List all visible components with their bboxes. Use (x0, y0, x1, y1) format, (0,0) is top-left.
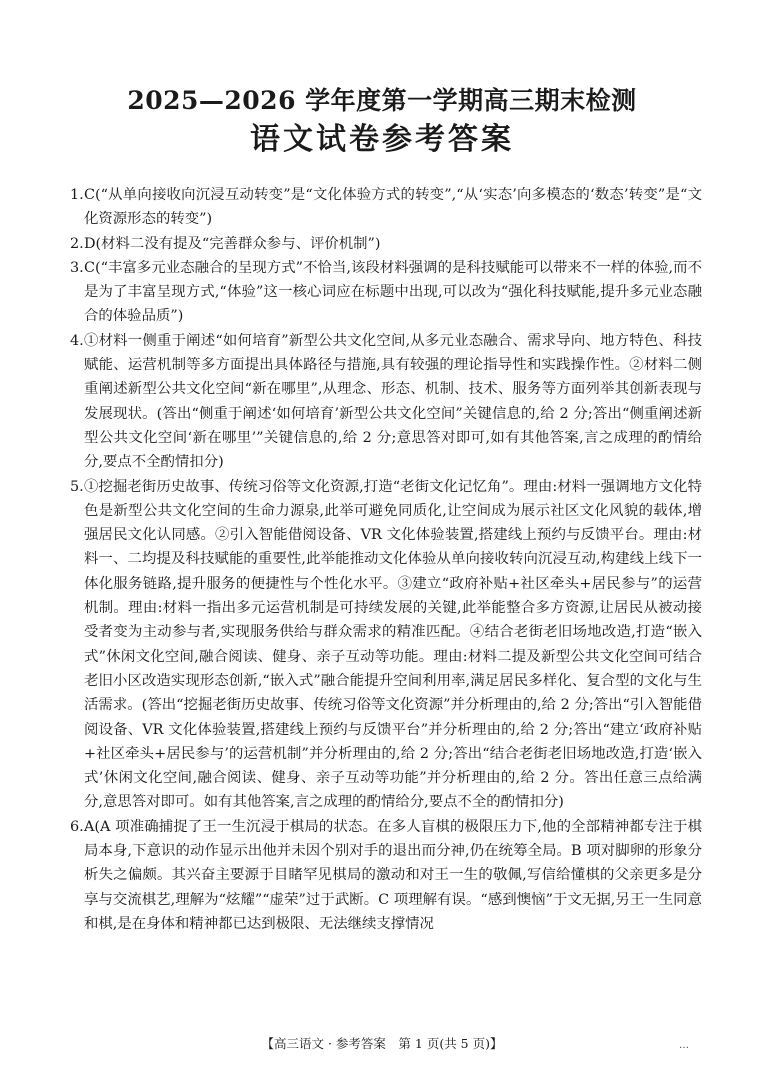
answer-text: A(A 项准确捕捉了王一生沉浸于棋局的状态。在多人盲棋的极限压力下,他的全部精神都专注于棋局本身,下意识的动作显示出他并未因个别对手的退出而分神,仍在统筹全局。B 项对脚卵的形象分析失之偏颇。其兴奋主要源于目睹罕见棋局的激动和对王一生的敬佩,写信给懂棋的父亲更多是分享与交流棋艺,理解为“炫耀”“虚荣”过于武断。C 项理解有误。“感到懊恼”于文无据,另王一生同意和棋,是在身体和精神都已达到极限、无法继续支撑情况 (84, 818, 702, 932)
answer-number: 6. (70, 818, 84, 835)
answer-text: ①挖掘老街历史故事、传统习俗等文化资源,打造“老街文化记忆角”。理由:材料一强调地方文化特色是新型公共文化空间的生命力源泉,此举可避免同质化,让空间成为展示社区文化风貌的载体,增强居民文化认同感。②引入智能借阅设备、VR 文化体验装置,搭建线上预约与反馈平台。理由:材料一、二均提及科技赋能的重要性,此举能推动文化体验从单向接收转向沉浸互动,构建线上线下一体化服务链路,提升服务的便捷性与个性化水平。③建立“政府补贴+社区牵头+居民参与”的运营机制。理由:材料一指出多元运营机制是可持续发展的关键,此举能整合多方资源,让居民从被动接受者变为主动参与者,实现服务供给与群众需求的精准匹配。④结合老街老旧场地改造,打造“嵌入式”休闲文化空间,融合阅读、健身、亲子互动等功能。理由:材料二提及新型公共文化空间可结合老旧小区改造实现形态创新,“嵌入式”融合能提升空间利用率,满足居民多样化、复合型的文化与生活需求。(答出“挖掘老街历史故事、传统习俗等文化资源”并分析理由的,给 2 分;答出“引入智能借阅设备、VR 文化体验装置,搭建线上预约与反馈平台”并分析理由的,给 2 分;答出“建立‘政府补贴+社区牵头+居民参与’的运营机制”并分析理由的,给 2 分;答出“结合老街老旧场地改造,打造‘嵌入式’休闲文化空间,融合阅读、健身、亲子互动等功能”并分析理由的,给 2 分。答出任意三点给满分,意思答对即可。如有其他答案,言之成理的酌情给分,要点不全的酌情扣分) (84, 478, 702, 811)
answer-text: C(“丰富多元业态融合的呈现方式”不恰当,该段材料强调的是科技赋能可以带来不一样的体验,而不是为了丰富呈现方式,“体验”这一核心词应在标题中出现,可以改为“强化科技赋能,提升多元业态融合的体验品质”) (84, 259, 702, 325)
answer-list (70, 183, 702, 936)
answer-item-3 (70, 256, 702, 329)
answer-number: 2. (70, 235, 84, 252)
answer-text: D(材料二没有提及“完善群众参与、评价机制”) (84, 235, 381, 252)
answer-item-5 (70, 475, 702, 815)
answer-item-4 (70, 329, 702, 475)
answer-item-6 (70, 815, 702, 936)
answer-number: 3. (70, 259, 84, 276)
answer-text: ①材料一侧重于阐述“如何培育”新型公共文化空间,从多元业态融合、需求导向、地方特色、科技赋能、运营机制等多方面提出具体路径与措施,具有较强的理论指导性和实践操作性。②材料二侧重阐述新型公共文化空间“新在哪里”,从理念、形态、机制、技术、服务等方面列举其创新表现与发展现状。(答出“侧重于阐述‘如何培育’新型公共文化空间”关键信息的,给 2 分;答出“侧重阐述新型公共文化空间‘新在哪里’”关键信息的,给 2 分;意思答对即可,如有其他答案,言之成理的酌情给分,要点不全酌情扣分) (84, 332, 702, 471)
answer-item-1 (70, 183, 702, 232)
document-title: 2025—2026 学年度第一学期高三期末检测 (127, 86, 637, 115)
document-subtitle: 语文试卷参考答案 (250, 122, 514, 157)
answer-number: 4. (70, 332, 84, 349)
answer-item-2 (70, 232, 702, 256)
answer-number: 1. (70, 187, 84, 203)
answer-text: C(“从单向接收向沉浸互动转变”是“文化体验方式的转变”,“从‘实态’向多模态的‘数态’转变”是“文化资源形态的转变”) (84, 187, 702, 228)
page-footer: 【高三语文 · 参考答案 第 1 页(共 5 页)】 (261, 1036, 503, 1051)
answer-number: 5. (70, 478, 84, 495)
footer-mark: … (679, 1040, 689, 1051)
